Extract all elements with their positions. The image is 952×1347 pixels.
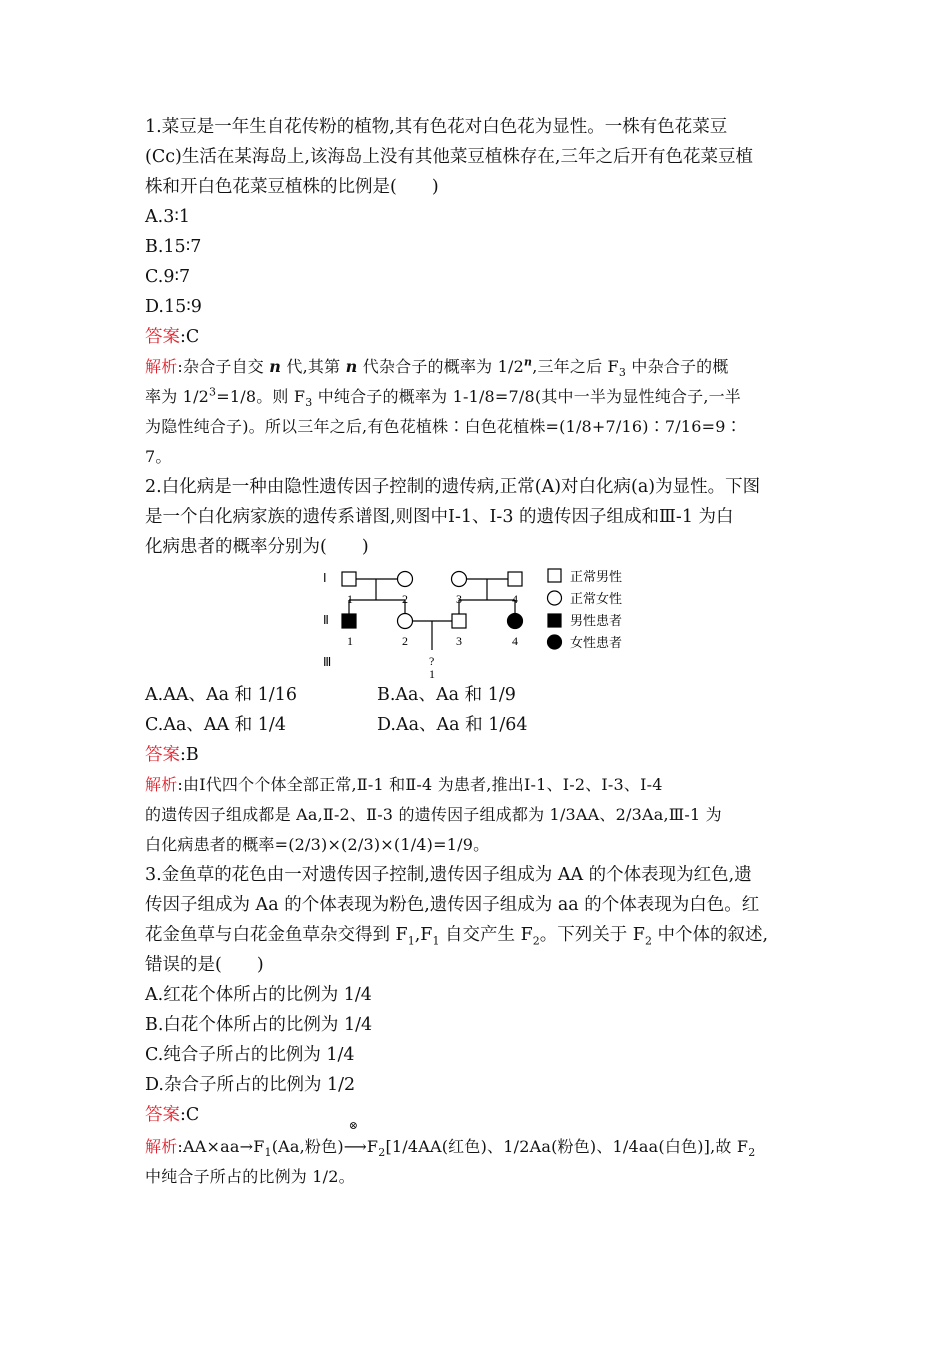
- explanation-label: 解析: [145, 1137, 178, 1156]
- gen-label-3: Ⅲ: [323, 655, 332, 669]
- individual-II-1: [342, 614, 356, 628]
- question-3-line-1: 3.金鱼草的花色由一对遗传因子控制,遗传因子组成为 AA 的个体表现为红色,遗: [145, 865, 752, 885]
- option-a: A.红花个体所占的比例为 1/4: [145, 985, 372, 1005]
- svg-text:4: 4: [512, 634, 518, 648]
- question-2-line-3: 化病患者的概率分别为( ): [145, 537, 369, 557]
- option-d: D.杂合子所占的比例为 1/2: [145, 1075, 356, 1095]
- option-c: C.9∶7: [145, 267, 191, 287]
- svg-text:2: 2: [402, 592, 408, 606]
- svg-text:1: 1: [347, 592, 353, 606]
- individual-II-2: [398, 614, 413, 629]
- question-2-line-1: 2.白化病是一种由隐性遗传因子控制的遗传病,正常(A)对白化病(a)为显性。下图: [145, 477, 761, 497]
- option-a: A.3∶1: [145, 207, 191, 227]
- individual-II-3: [452, 614, 466, 628]
- explanation-3: 解析$:AA\times aa\to F_1(Aa$,粉色) ⊗ $⟶F_2[1/4AA$(红色)、1/2Aa(粉色)、1/4aa(白色)],故 $F_2$ 中纯合子所占的比例为 1/2。: [145, 1119, 756, 1186]
- svg-text:4: 4: [512, 592, 518, 606]
- question-1-line-2: (Cc)生活在某海岛上,该海岛上没有其他菜豆植株存在,三年之后开有色花菜豆植: [145, 147, 753, 167]
- legend-affected-male: 男性患者: [570, 614, 623, 629]
- legend-normal-male-icon: [548, 569, 561, 582]
- answer-3: [145, 1100, 810, 1130]
- answer-value: :C: [180, 1105, 200, 1125]
- svg-text:1: 1: [429, 667, 435, 680]
- document-page: [145, 112, 810, 1192]
- svg-text:?: ?: [429, 654, 435, 668]
- legend-normal-female: 正常女性: [570, 592, 623, 607]
- question-3-line-2: 传因子组成为 Aa 的个体表现为粉色,遗传因子组成为 aa 的个体表现为白色。红: [145, 895, 760, 915]
- option-c: C.Aa、AA 和 1/4: [145, 715, 286, 735]
- answer-label: 答案: [145, 1105, 180, 1125]
- individual-I-2: [398, 572, 413, 587]
- gen-label-2: Ⅱ: [323, 613, 329, 627]
- question-3-line-3: 花金鱼草与白花金鱼草杂交得到 $F_1,F_1$ 自交产生 $F_2$。下列关于 $F_2$ 中个体的叙述,: [145, 925, 769, 948]
- answer-value: :B: [180, 745, 199, 765]
- answer-2: [145, 740, 810, 770]
- answer-label: 答案: [145, 327, 180, 347]
- svg-text:2: 2: [402, 634, 408, 648]
- option-b: B.15∶7: [145, 237, 202, 257]
- selfing-arrow: ⊗ ⟶: [343, 1119, 367, 1156]
- svg-text:3: 3: [456, 592, 462, 606]
- legend-affected-female-icon: [548, 635, 562, 649]
- svg-text:1: 1: [347, 634, 353, 648]
- individual-II-4: [508, 614, 523, 629]
- explanation-label: 解析: [145, 775, 178, 794]
- answer-label: 答案: [145, 745, 180, 765]
- pedigree-chart: [145, 562, 810, 680]
- gen-label-1: Ⅰ: [323, 571, 327, 585]
- option-b: B.Aa、Aa 和 1/9: [377, 685, 516, 705]
- question-2-line-2: 是一个白化病家族的遗传系谱图,则图中Ⅰ-1、Ⅰ-3 的遗传因子组成和Ⅲ-1 为白: [145, 507, 734, 527]
- legend-affected-female: 女性患者: [570, 636, 623, 651]
- question-2: [145, 472, 810, 860]
- explanation-1: 解析:杂合子自交 n 代,其第 n 代杂合子的概率为 1/2$^n$,三年之后 $F_3$ 中杂合子的概 率为 $1/2^3=1/8$。则 $F_3$ 中纯合子的概率为 1-1/8=7/8(其中一半为显性纯合子,一半 为隐性纯合子)。所以三年之后,有色花植株∶白色花植株=(1/8+7/16)∶7/16=9∶ 7。: [145, 355, 742, 466]
- option-d: D.15∶9: [145, 297, 202, 317]
- selfing-symbol: ⊗: [348, 1119, 359, 1132]
- legend-normal-male: 正常男性: [570, 570, 623, 585]
- options-row-1: [145, 680, 810, 710]
- question-1-line-1: 1.菜豆是一年生自花传粉的植物,其有色花对白色花为显性。一株有色花菜豆: [145, 117, 728, 137]
- individual-I-4: [508, 572, 522, 586]
- explanation-2: 解析:由Ⅰ代四个个体全部正常,Ⅱ-1 和Ⅱ-4 为患者,推出Ⅰ-1、Ⅰ-2、Ⅰ-3、Ⅰ-4 的遗传因子组成都是 Aa,Ⅱ-2、Ⅱ-3 的遗传因子组成都为 1/3AA、2/3Aa,Ⅲ-1 为 白化病患者的概率=(2/3)×(2/3)×(1/4)=1/9。: [145, 775, 722, 854]
- option-d: D.Aa、Aa 和 1/64: [377, 715, 528, 735]
- explanation-label: 解析: [145, 357, 178, 376]
- options-row-2: [145, 710, 810, 740]
- option-c: C.纯合子所占的比例为 1/4: [145, 1045, 355, 1065]
- legend-affected-male-icon: [548, 614, 561, 627]
- individual-I-3: [452, 572, 467, 587]
- svg-text:3: 3: [456, 634, 462, 648]
- answer-1: [145, 322, 810, 352]
- question-1-line-3: 株和开白色花菜豆植株的比例是( ): [145, 177, 439, 197]
- pedigree-svg: [145, 562, 810, 680]
- individual-I-1: [342, 572, 356, 586]
- legend-normal-female-icon: [548, 591, 562, 605]
- question-3: [145, 860, 810, 1192]
- question-1: [145, 112, 810, 472]
- option-b: B.白花个体所占的比例为 1/4: [145, 1015, 373, 1035]
- question-3-line-4: 错误的是( ): [145, 955, 264, 975]
- answer-value: :C: [180, 327, 200, 347]
- option-a: A.AA、Aa 和 1/16: [145, 685, 297, 705]
